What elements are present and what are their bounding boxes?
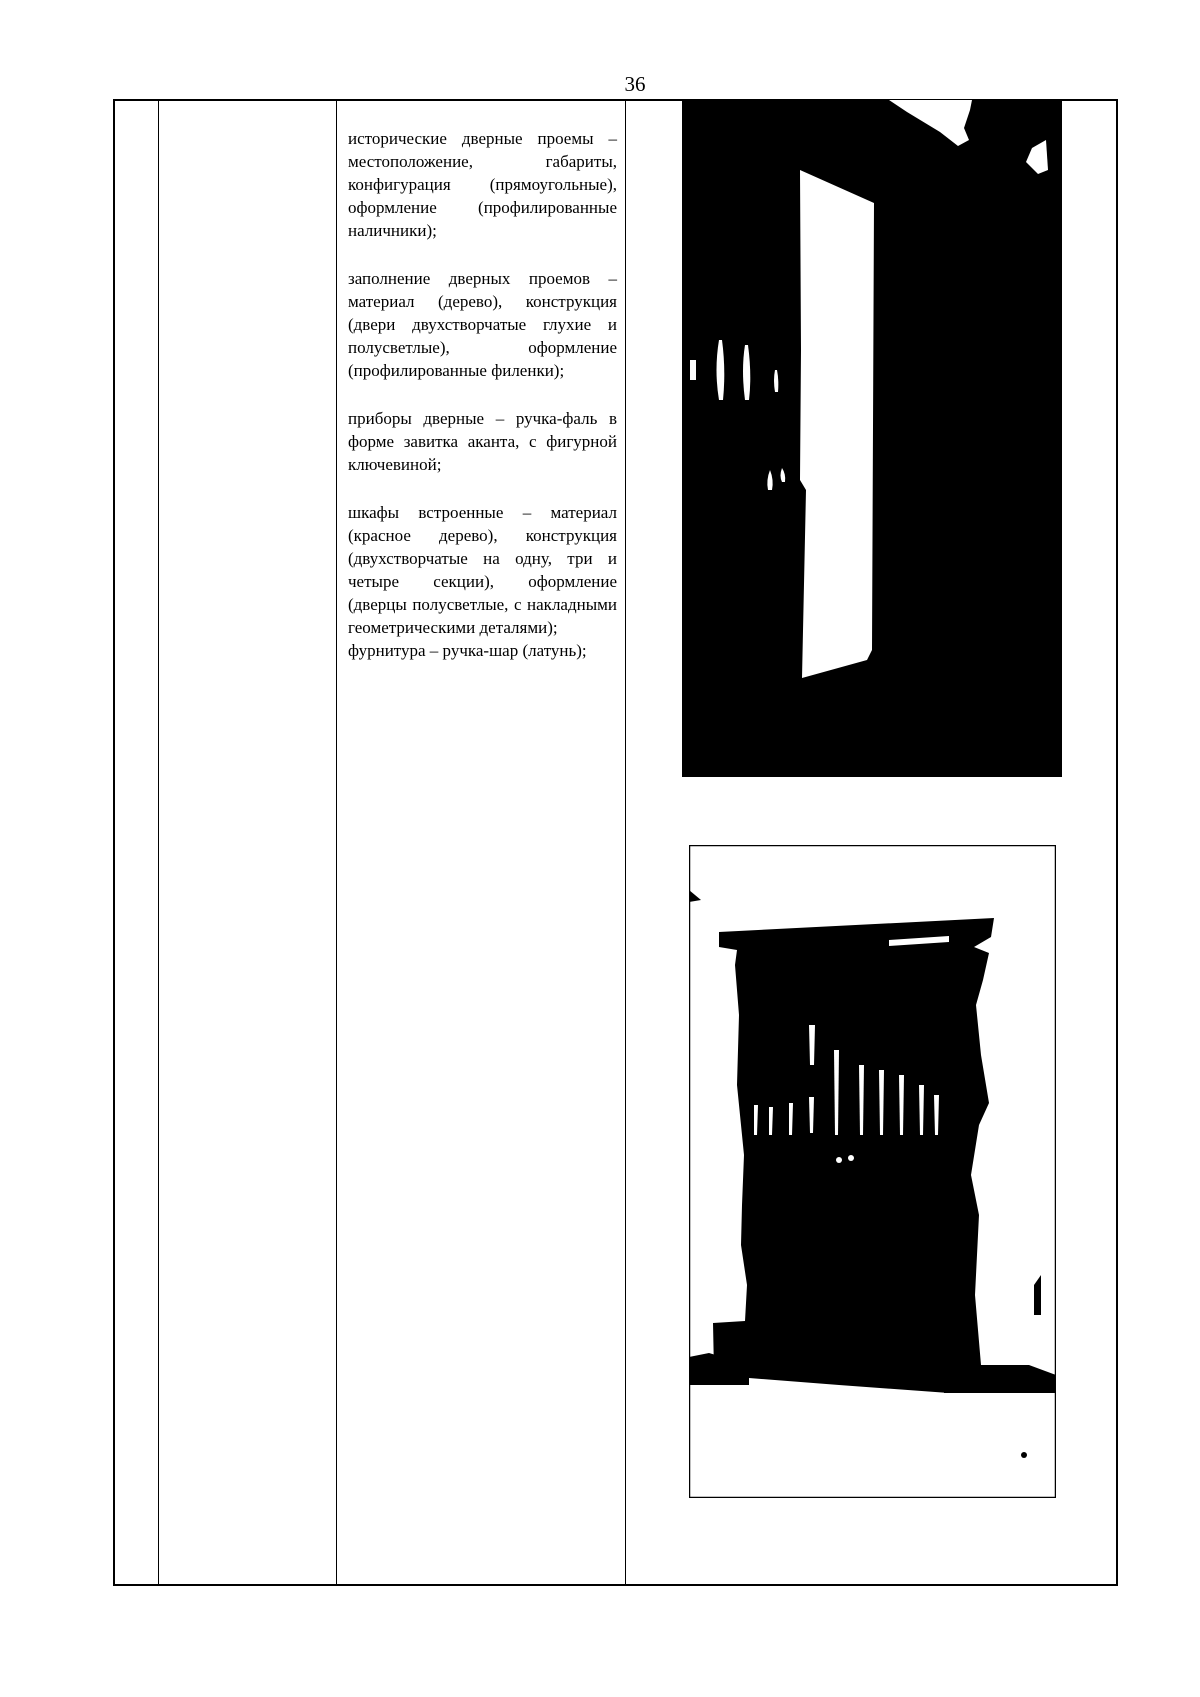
page-number: 36 (624, 72, 646, 96)
doorway-photo (682, 100, 1062, 777)
cabinet-photo (689, 845, 1056, 1498)
description-paragraph: шкафы встроенные – материал (красное дерево), конструкция (двухстворчатые на одну, три и четыре секции), оформление (дверцы полусветлые, с накладными геометрическими деталями); (348, 503, 617, 637)
description-paragraph: фурнитура – ручка-шар (латунь); (348, 641, 587, 660)
description-paragraph: заполнение дверных проемов – материал (дерево), конструкция (двери двухстворчатые глухие и полусветлые), оформление (профилированные филенки); (348, 269, 617, 380)
column-divider (625, 101, 626, 1584)
column-divider (336, 101, 337, 1584)
column-divider (158, 101, 159, 1584)
description-paragraph: приборы дверные – ручка-фаль в форме завитка аканта, с фигурной ключевиной; (348, 409, 617, 474)
register-table (113, 99, 1118, 1586)
description-paragraph: исторические дверные проемы – местоположение, габариты, конфигурация (прямоугольные), оформление (профилированные наличники); (348, 129, 617, 240)
description-cell (348, 127, 617, 662)
